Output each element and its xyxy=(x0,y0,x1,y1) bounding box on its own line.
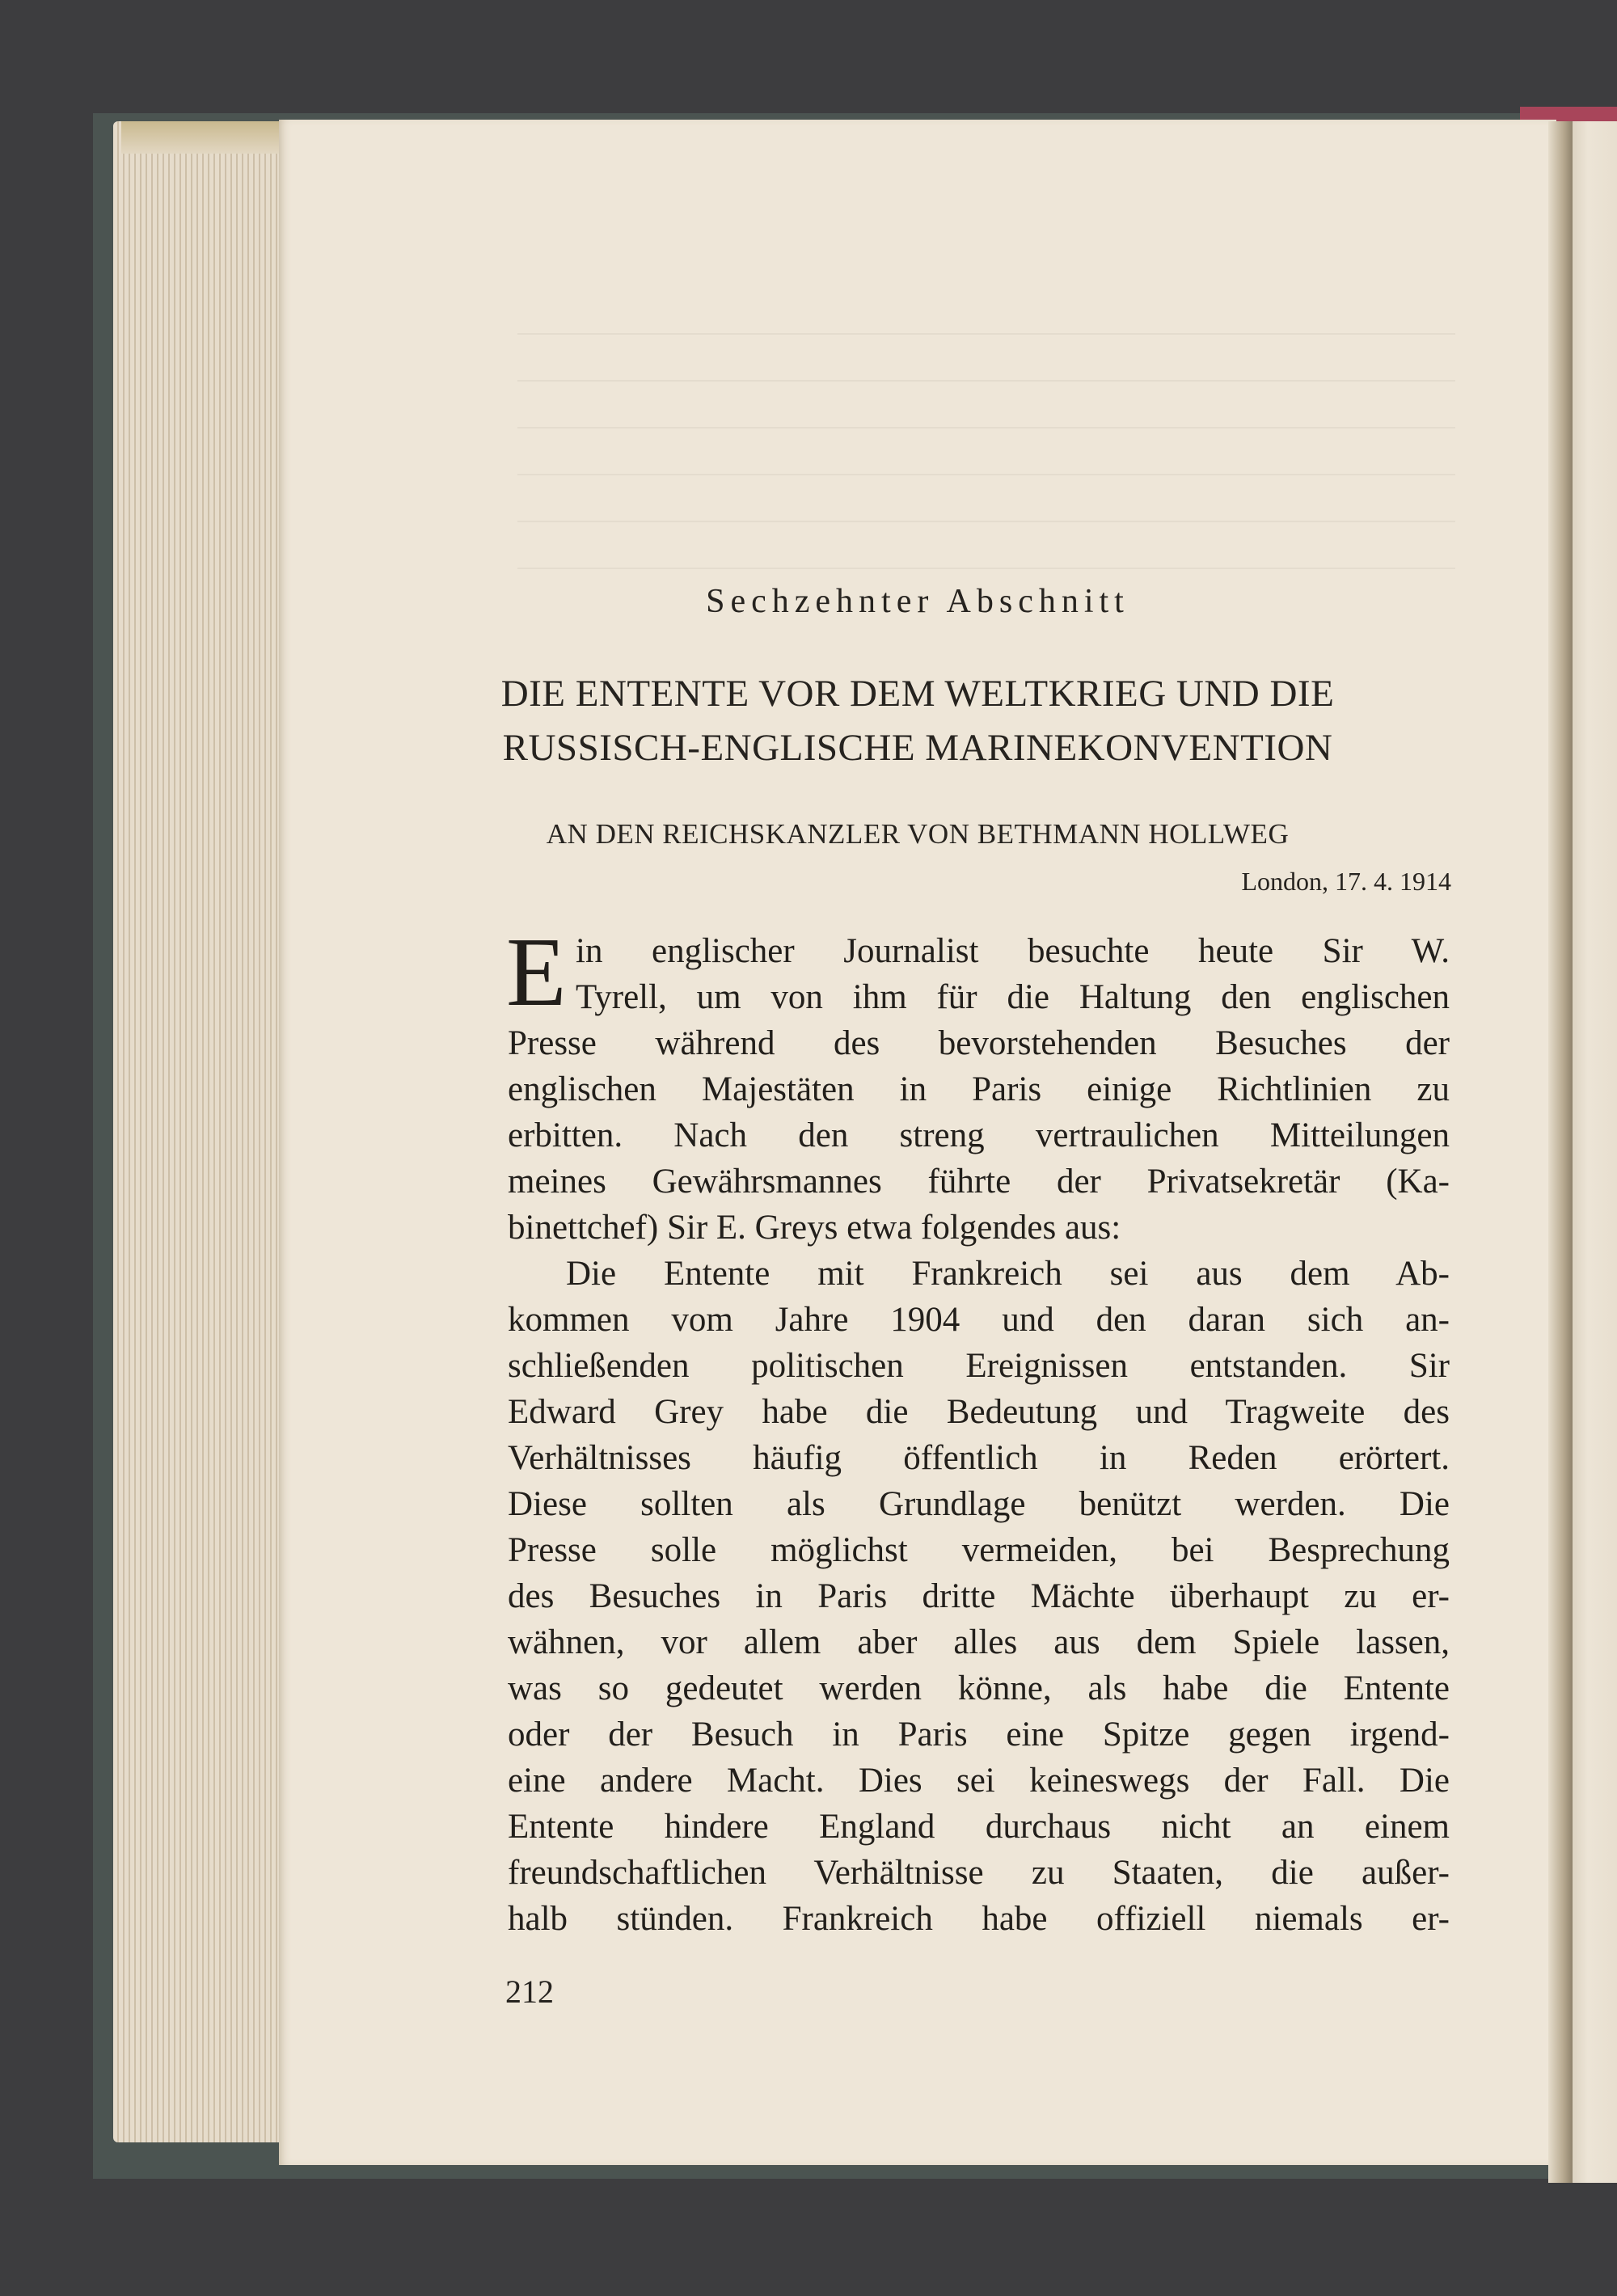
main-title-line-1: DIE ENTENTE VOR DEM WELTKRIEG UND DIE xyxy=(500,673,1335,715)
text-line: wähnen, vor allem aber alles aus dem Spiele lassen, xyxy=(508,1623,1450,1661)
drop-cap: E xyxy=(506,918,567,1027)
text-line: Die Entente mit Frankreich sei aus dem Ab- xyxy=(566,1255,1450,1293)
show-through-line xyxy=(517,427,1455,428)
text-line: meines Gewährsmannes führte der Privatsekretär (Ka- xyxy=(508,1163,1450,1201)
show-through-line xyxy=(517,521,1455,522)
page-edges-top xyxy=(121,121,299,154)
text-line: erbitten. Nach den streng vertraulichen Mitteilungen xyxy=(508,1116,1450,1154)
text-line: eine andere Macht. Dies sei keineswegs der Fall. Die xyxy=(508,1762,1450,1800)
text-line: Entente hindere England durchaus nicht an einem xyxy=(508,1808,1450,1846)
addressee-heading: AN DEN REICHSKANZLER VON BETHMANN HOLLWEG xyxy=(546,818,1290,850)
page-edges-stack xyxy=(113,121,295,2142)
text-line: halb stünden. Frankreich habe offiziell niemals er- xyxy=(508,1900,1450,1938)
text-line: englischen Majestäten in Paris einige Richtlinien zu xyxy=(508,1070,1450,1108)
text-line: freundschaftlichen Verhältnisse zu Staaten, die außer- xyxy=(508,1854,1450,1892)
text-line: Verhältnisses häufig öffentlich in Reden erörtert. xyxy=(508,1439,1450,1477)
opposite-page-edge xyxy=(1568,121,1617,2183)
text-line: binettchef) Sir E. Greys etwa folgendes aus: xyxy=(508,1209,1121,1247)
book-gutter xyxy=(1548,121,1573,2183)
text-line: oder der Besuch in Paris eine Spitze gegen irgend- xyxy=(508,1716,1450,1754)
text-line: Presse solle möglichst vermeiden, bei Besprechung xyxy=(508,1531,1450,1569)
text-line: Diese sollten als Grundlage benützt werden. Die xyxy=(508,1485,1450,1523)
text-line: in englischer Journalist besuchte heute Sir W. xyxy=(576,932,1450,970)
page-number: 212 xyxy=(505,1973,554,2010)
text-line: was so gedeutet werden könne, als habe die Entente xyxy=(508,1669,1450,1707)
text-line: des Besuches in Paris dritte Mächte überhaupt zu er- xyxy=(508,1577,1450,1615)
show-through-line xyxy=(517,333,1455,335)
show-through-line xyxy=(517,474,1455,475)
text-line: kommen vom Jahre 1904 und den daran sich an- xyxy=(508,1301,1450,1339)
show-through-line xyxy=(517,568,1455,569)
show-through-line xyxy=(517,380,1455,382)
section-title: Sechzehnter Abschnitt xyxy=(706,583,1129,620)
dateline: London, 17. 4. 1914 xyxy=(1241,867,1451,896)
text-line: Edward Grey habe die Bedeutung und Tragweite des xyxy=(508,1393,1450,1431)
text-line: Presse während des bevorstehenden Besuches der xyxy=(508,1024,1450,1062)
text-line: Tyrell, um von ihm für die Haltung den englischen xyxy=(576,978,1450,1016)
text-line: schließenden politischen Ereignissen entstanden. Sir xyxy=(508,1347,1450,1385)
main-title-line-2: RUSSISCH-ENGLISCHE MARINEKONVENTION xyxy=(502,727,1333,769)
